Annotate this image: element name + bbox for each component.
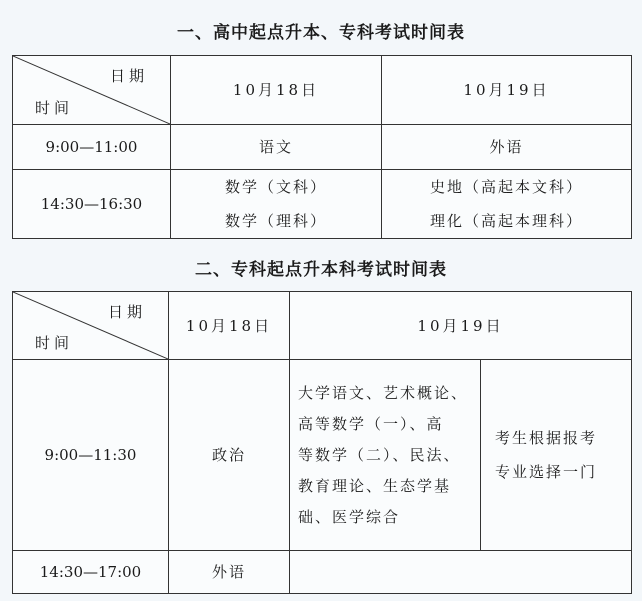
table2-title: 二、专科起点升本科考试时间表 [195,260,447,280]
schedule-table-junior-college [12,291,632,594]
subject-line: 数学（理科） [224,212,327,230]
subject-list-cell [290,360,481,551]
subject-cell: 政治 [169,360,290,551]
table-row [13,551,632,594]
subject-line: 教育理论、生态学基 [298,476,452,495]
subject-line: 数学（文科） [224,178,327,196]
header-diagonal-cell [13,56,171,125]
time-slot: 9:00—11:30 [13,360,169,551]
subject-line: 高等数学（一）、高 [298,414,444,433]
subject-line: 等数学（二）、民法、 [298,445,461,464]
subject-cell: 外语 [382,125,632,170]
note-line: 考生根据报考 [495,429,598,447]
date-label: 日期 [107,303,146,321]
schedule-table-high-school [12,55,632,239]
subject-cell [382,170,632,239]
time-slot: 14:30—16:30 [13,170,171,239]
subject-line: 大学语文、艺术概论、 [298,383,469,402]
time-slot: 9:00—11:00 [13,125,171,170]
date-header-oct18: 10月18日 [171,56,382,125]
empty-cell [290,551,632,594]
note-line: 专业选择一门 [495,463,598,481]
time-label: 时间 [35,99,74,117]
subject-line: 础、医学综合 [298,507,401,526]
subject-line: 史地（高起本文科） [429,178,583,196]
table-row [13,170,632,239]
subject-cell [171,170,382,239]
time-slot: 14:30—17:00 [13,551,169,594]
subject-line: 理化（高起本理科） [429,212,583,230]
time-label: 时间 [35,334,74,352]
subject-cell: 语文 [171,125,382,170]
table1-title: 一、高中起点升本、专科考试时间表 [177,23,465,43]
table-row [13,360,632,551]
date-header-oct19: 10月19日 [290,292,632,360]
header-diagonal-cell [13,292,169,360]
date-header-oct19: 10月19日 [382,56,632,125]
table-row [13,125,632,170]
note-cell [481,360,632,551]
date-header-oct18: 10月18日 [169,292,290,360]
subject-cell: 外语 [169,551,290,594]
date-label: 日期 [109,67,148,85]
